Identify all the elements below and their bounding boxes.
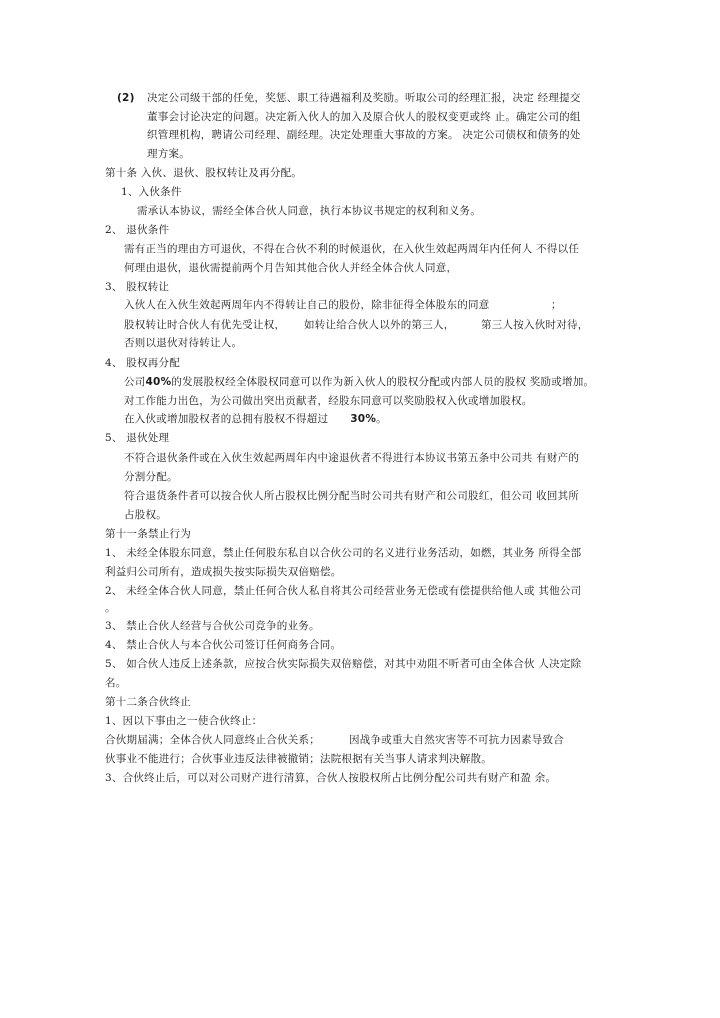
article-10-item-3-line-2c: 第三人按入伙时对待， [481, 319, 589, 331]
article-12-heading: 第十二条合伙终止 [105, 696, 191, 708]
article-11-item-3: 3、 禁止合伙人经营与合伙公司竞争的业务。 [105, 620, 320, 632]
article-10-item-1-text: 需承认本协议，需经全体合伙人同意，执行本协议书规定的权利和义务。 [137, 205, 481, 217]
item-number [117, 91, 135, 105]
article-11-item-1-line-1: 1、 未经全体股东同意，禁止任何股东私自以合伙公司的名义进行业务活动，如燃，其业务 所得全部 [105, 547, 582, 559]
article-11-heading: 第十一条禁止行为 [105, 528, 191, 540]
percent-value: 40% [145, 376, 172, 388]
article-10-item-4-line-3 [124, 412, 387, 426]
item-2-line-3: 织管理机构，聘请公司经理、副经理。决定处理重大事故的方案。 决定公司债权和债务的处 [147, 129, 581, 141]
article-10-item-4-line-2: 对工作能力出色，为公司做出突出贡献者，经股东同意可以奖励股权入伙或增加股权。 [124, 395, 533, 407]
item-2-line-1: 决定公司级干部的任免，奖惩、职工待遇福利及奖励。听取公司的经理汇报，决定 经理提交 [147, 92, 581, 104]
percent-value: 30% [350, 413, 377, 425]
article-12-line-3: 伙事业不能进行；合伙事业违反法律被撤销；法院根据有关当事人请求判决解散。 [105, 753, 492, 765]
article-10-item-4-line-1 [124, 375, 594, 389]
article-11-item-5-line-1: 5、 如合伙人违反上述条款，应按合伙实际损失双倍赔偿，对其中劝阻不听者可由全体合伙 人决定除 [105, 658, 582, 670]
article-10-item-3-line-2a: 股权转让时合伙人有优先受让权， [124, 319, 286, 331]
article-12-line-2a: 合伙期届满；全体合伙人同意终止合伙关系； [105, 734, 320, 746]
item-2-line-4: 理方案。 [147, 148, 190, 160]
text-segment: 公司 [124, 376, 146, 388]
article-11-item-2-line-1: 2、 未经全体合伙人同意，禁止任何合伙人私自将其公司经营业务无偿或有偿提供给他人或 其他公司 [105, 585, 582, 597]
article-10-item-2-title: 2、 退伙条件 [105, 224, 170, 236]
article-11-item-2-line-2: 。 [105, 602, 116, 614]
article-12-item-1-title: 1、因以下事由之一使合伙终止： [105, 715, 263, 727]
text-segment: 。 [376, 413, 387, 425]
text-segment: 的发展股权经全体股权同意可以作为新入伙人的股权分配或内部人员的股权 奖励或增加。 [171, 376, 595, 388]
article-10-item-5-line-1: 不符合退伙条件或在入伙生效起两周年内中途退伙者不得进行本协议书第五条中公司共 有财产的 [124, 452, 580, 464]
article-10-item-5-line-3: 符合退货条件者可以按合伙人所占股权比例分配当时公司共有财产和公司股红，但公司 收回其所 [124, 490, 580, 502]
article-10-item-3-line-1-end: ； [551, 299, 562, 311]
item-2-number: (2) [117, 92, 135, 104]
article-10-item-2-line-1: 需有正当的理由方可退伙，不得在合伙不利的时候退伙，在入伙生效起两周年内任何人 不得以任 [124, 243, 580, 255]
text-segment: 在入伙或增加股权者的总拥有股权不得超过 [124, 413, 329, 425]
article-11-item-5-line-2: 名。 [105, 677, 127, 689]
article-10-heading: 第十条 入伙、退伙、股权转让及再分配。 [105, 167, 303, 179]
article-10-item-5-title: 5、 退伙处理 [105, 432, 170, 444]
article-10-item-1-title: 1、入伙条件 [121, 186, 182, 198]
item-2-line-2: 董事会讨论决定的问题。决定新入伙人的加入及原合伙人的股权变更或终 止。确定公司的组 [147, 111, 581, 123]
article-10-item-4-title: 4、 股权再分配 [105, 357, 181, 369]
article-10-item-3-line-2b: 如转让给合伙人以外的第三人， [304, 319, 455, 331]
article-11-item-1-line-2: 利益归公司所有，造成损失按实际损失双倍赔偿。 [105, 566, 342, 578]
article-12-item-3: 3、合伙终止后，可以对公司财产进行清算，合伙人按股权所占比例分配公司共有财产和盈 余。 [105, 772, 557, 784]
article-11-item-4: 4、 禁止合伙人与本合伙公司签订任何商务合同。 [105, 639, 342, 651]
article-10-item-3-title: 3、 股权转让 [105, 281, 170, 293]
article-10-item-3-line-1: 入伙人在入伙生效起两周年内不得转让自己的股份，除非征得全体股东的同意 [124, 299, 490, 311]
article-10-item-5-line-2: 分割分配。 [124, 471, 178, 483]
article-10-item-3-line-3: 否则以退伙对待转让人。 [124, 337, 243, 349]
article-10-item-5-line-4: 占股权。 [124, 509, 167, 521]
article-12-line-2b: 因战争或重大自然灾害等不可抗力因素导致合 [349, 734, 564, 746]
article-10-item-2-line-2: 何理由退伙，退伙需提前两个月告知其他合伙人并经全体合伙人同意， [124, 262, 458, 274]
